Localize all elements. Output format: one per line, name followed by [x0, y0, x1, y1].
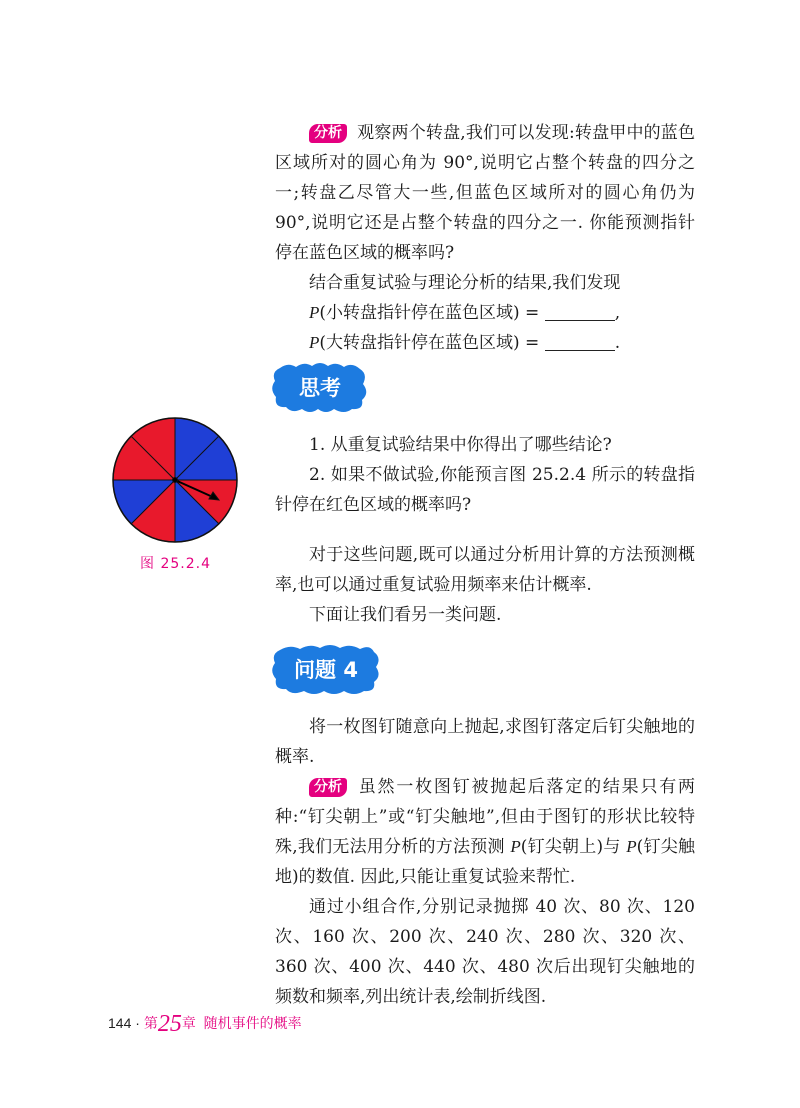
problem-text: 将一枚图钉随意向上抛起,求图钉落定后钉尖触地的概率.: [275, 717, 695, 767]
probability-large-label: (大转盘指针停在蓝色区域) =: [319, 333, 540, 353]
after-think-section: [275, 540, 695, 630]
problem-badge-label: 问题 4: [294, 658, 358, 682]
problem-section: [275, 712, 695, 772]
chapter-prefix: 第: [143, 1015, 158, 1031]
probability-line-large: [275, 328, 695, 358]
p-symbol: P: [510, 837, 521, 856]
analysis-tag: 分析: [309, 124, 347, 143]
think-questions: [275, 430, 695, 520]
analysis-text: 观察两个转盘,我们可以发现:转盘甲中的蓝色区域所对的圆心角为 90°,说明它占整个转盘的四分之一;转盘乙尽管大一些,但蓝色区域所对的圆心角仍为 90°,说明它还是占整个转盘的四分之一. 你能预测指针停在蓝色区域的概率吗?: [275, 123, 695, 263]
chapter-suffix: 章: [181, 1015, 196, 1031]
combine-text: 结合重复试验与理论分析的结果,我们发现: [309, 273, 621, 293]
punctuation: .: [614, 333, 621, 353]
chapter-title: 随机事件的概率: [203, 1015, 302, 1031]
transition-text: 下面让我们看另一类问题.: [309, 605, 502, 625]
figure-caption: 图 25.2.4: [140, 556, 211, 572]
answer-blank-large[interactable]: [545, 332, 615, 351]
footer-dot: ·: [135, 1015, 140, 1031]
think-badge-label: 思考: [299, 376, 341, 400]
p-symbol: P: [309, 333, 320, 352]
problem-badge: [270, 642, 382, 696]
answer-blank-small[interactable]: [545, 302, 615, 321]
page-number: 144: [108, 1015, 132, 1031]
analysis2-text-c: (钉尖触地)的数值. 因此,只能让重复试验来帮忙.: [275, 837, 695, 887]
p-symbol: P: [626, 837, 637, 856]
analysis2-text-b: (钉尖朝上)与: [520, 837, 627, 857]
probability-small-label: (小转盘指针停在蓝色区域) =: [319, 303, 540, 323]
analysis2-paragraph-2: 通过小组合作,分别记录抛掷 40 次、80 次、120 次、160 次、200 次、240 次、280 次、320 次、360 次、400 次、440 次、480 次后出现钉尖触地的频数和频率,列出统计表,绘制折线图.: [275, 897, 695, 1007]
analysis2-paragraph: [275, 772, 695, 892]
analysis-tag: 分析: [309, 778, 347, 797]
analysis-paragraph: [275, 118, 695, 268]
think-badge: [270, 360, 370, 414]
analysis-section-1: [275, 118, 695, 358]
think-question-2: 2. 如果不做试验,你能预言图 25.2.4 所示的转盘指针停在红色区域的概率吗?: [275, 465, 695, 515]
page-footer: [108, 1011, 302, 1038]
spinner-wheel-icon: [108, 413, 242, 547]
probability-line-small: [275, 298, 695, 328]
chapter-number: 25: [157, 1011, 182, 1037]
punctuation: ,: [614, 303, 621, 323]
analysis-section-2: [275, 772, 695, 1012]
spinner-figure: [108, 413, 242, 547]
after-think-paragraph: 对于这些问题,既可以通过分析用计算的方法预测概率,也可以通过重复试验用频率来估计概率.: [275, 545, 695, 595]
analysis2-text-a: 虽然一枚图钉被抛起后落定的结果只有两种:“钉尖朝上”或“钉尖触地”,但由于图钉的形状比较特殊,我们无法用分析的方法预测: [275, 777, 695, 857]
think-question-1: 1. 从重复试验结果中你得出了哪些结论?: [309, 435, 612, 455]
p-symbol: P: [309, 303, 320, 322]
